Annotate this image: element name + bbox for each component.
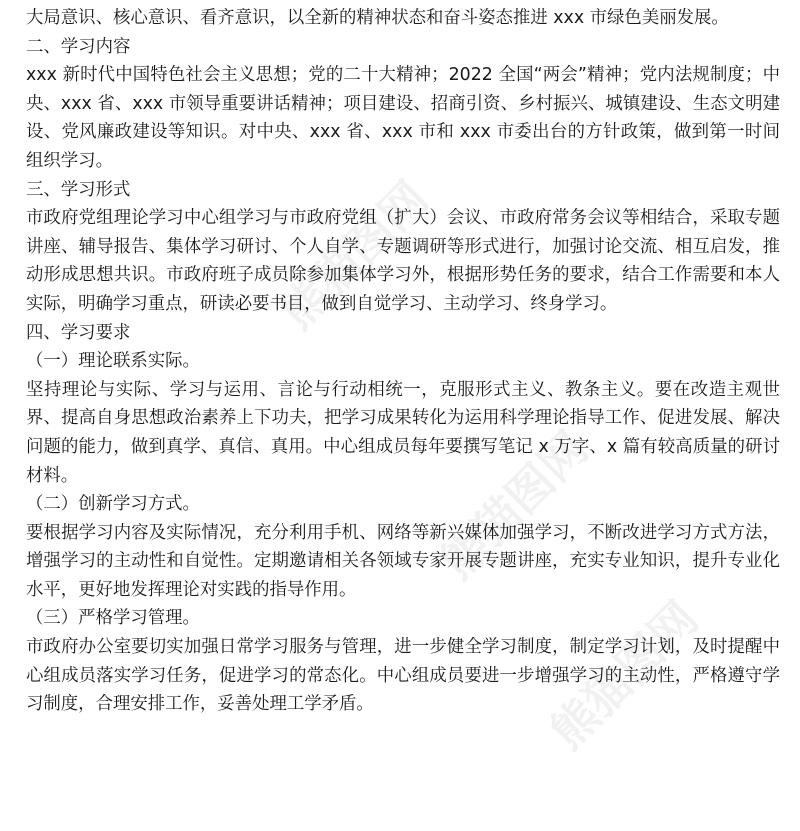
theory-practice-paragraph: 坚持理论与实际、学习与运用、言论与行动相统一，克服形式主义、教条主义。要在改造主观世界、提高自身思想政治素养上下功夫，把学习成果转化为运用科学理论指导工作、促进发展、解决问题的能力，做到真学、真信、真用。中心组成员每年要撰写笔记 x 万字、x 篇有较高质量的研讨材料。: [26, 379, 780, 486]
watermark: 熊猫图网: [269, 170, 439, 340]
section-heading-study-content: 二、学习内容: [26, 36, 131, 57]
subheading-theory-practice: （一）理论联系实际。: [26, 351, 200, 372]
document-body: [26, 4, 780, 719]
watermark: 熊猫图网: [539, 590, 709, 760]
strict-management-paragraph: 市政府办公室要切实加强日常学习服务与管理，进一步健全学习制度，制定学习计划，及时提醒中心组成员落实学习任务，促进学习的常态化。中心组成员要进一步增强学习的主动性，严格遵守学习制度，合理安排工作，妥善处理工学矛盾。: [26, 637, 780, 715]
section-heading-study-requirements: 四、学习要求: [26, 322, 131, 343]
watermark: 熊猫图网: [429, 420, 599, 590]
subheading-strict-management: （三）严格学习管理。: [26, 608, 200, 629]
innovate-methods-paragraph: 要根据学习内容及实际情况，充分利用手机、网络等新兴媒体加强学习，不断改进学习方式方法，增强学习的主动性和自觉性。定期邀请相关各领域专家开展专题讲座，充实专业知识，提升专业化水平，更好地发挥理论对实践的指导作用。: [26, 522, 780, 600]
section-heading-study-form: 三、学习形式: [26, 179, 131, 200]
subheading-innovate-methods: （二）创新学习方式。: [26, 494, 200, 515]
intro-continuation-paragraph: 大局意识、核心意识、看齐意识，以全新的精神状态和奋斗姿态推进 xxx 市绿色美丽发展。: [26, 8, 729, 28]
study-content-paragraph: xxx 新时代中国特色社会主义思想；党的二十大精神；2022 全国“两会”精神；党内法规制度；中央、xxx 省、xxx 市领导重要讲话精神；项目建设、招商引资、乡村振兴、城镇建设、生态文明建设、党风廉政建设等知识。对中央、xxx 省、xxx 市和 xxx 市委出台的方针政策，做到第一时间组织学习。: [26, 65, 780, 171]
study-form-paragraph: 市政府党组理论学习中心组学习与市政府党组（扩大）会议、市政府常务会议等相结合，采取专题讲座、辅导报告、集体学习研讨、个人自学、专题调研等形式进行，加强讨论交流、相互启发，推动形成思想共识。市政府班子成员除参加集体学习外，根据形势任务的要求，结合工作需要和本人实际，明确学习重点，研读必要书目，做到自觉学习、主动学习、终身学习。: [26, 208, 780, 314]
